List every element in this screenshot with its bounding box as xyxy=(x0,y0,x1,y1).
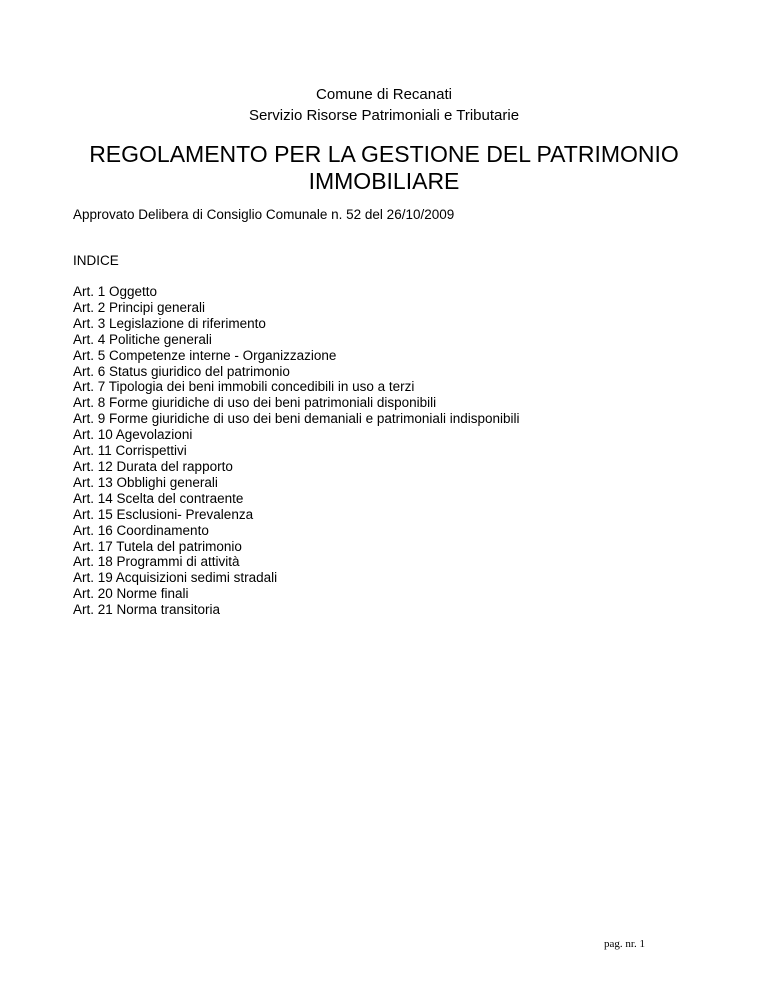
document-header xyxy=(0,84,768,126)
document-title: REGOLAMENTO PER LA GESTIONE DEL PATRIMONIO IMMOBILIARE xyxy=(89,141,679,194)
department-name: Servizio Risorse Patrimoniali e Tributarie xyxy=(248,107,520,124)
toc-item: Art. 14 Scelta del contraente xyxy=(73,490,244,506)
toc-item: Art. 18 Programmi di attività xyxy=(73,554,240,570)
toc-item: Art. 6 Status giuridico del patrimonio xyxy=(73,363,290,379)
toc-item: Art. 16 Coordinamento xyxy=(73,522,209,538)
toc-item: Art. 2 Principi generali xyxy=(73,299,206,315)
municipality-name: Comune di Recanati xyxy=(316,86,452,103)
toc-item: Art. 12 Durata del rapporto xyxy=(73,458,233,474)
toc-item: Art. 5 Competenze interne - Organizzazione xyxy=(73,347,337,363)
toc-item: Art. 19 Acquisizioni sedimi stradali xyxy=(73,570,278,586)
toc-item: Art. 11 Corrispettivi xyxy=(73,443,187,459)
toc-item: Art. 15 Esclusioni- Prevalenza xyxy=(73,506,254,522)
toc-item: Art. 3 Legislazione di riferimento xyxy=(73,315,266,331)
toc-item: Art. 9 Forme giuridiche di uso dei beni demaniali e patrimoniali indisponibili xyxy=(73,411,520,427)
toc-item: Art. 1 Oggetto xyxy=(73,284,158,299)
toc-item: Art. 7 Tipologia dei beni immobili concedibili in uso a terzi xyxy=(73,379,415,395)
toc-item: Art. 17 Tutela del patrimonio xyxy=(73,538,242,554)
toc-item: Art. 13 Obblighi generali xyxy=(73,474,218,490)
index-heading: INDICE xyxy=(73,253,119,268)
toc-item: Art. 21 Norma transitoria xyxy=(73,602,221,618)
page-number: pag. nr. 1 xyxy=(604,938,645,950)
toc-item: Art. 4 Politiche generali xyxy=(73,331,212,347)
table-of-contents xyxy=(73,284,519,618)
toc-item: Art. 10 Agevolazioni xyxy=(73,427,193,443)
toc-item: Art. 20 Norme finali xyxy=(73,586,189,602)
toc-item: Art. 8 Forme giuridiche di uso dei beni patrimoniali disponibili xyxy=(73,395,437,411)
approval-note: Approvato Delibera di Consiglio Comunale n. 52 del 26/10/2009 xyxy=(73,207,455,222)
